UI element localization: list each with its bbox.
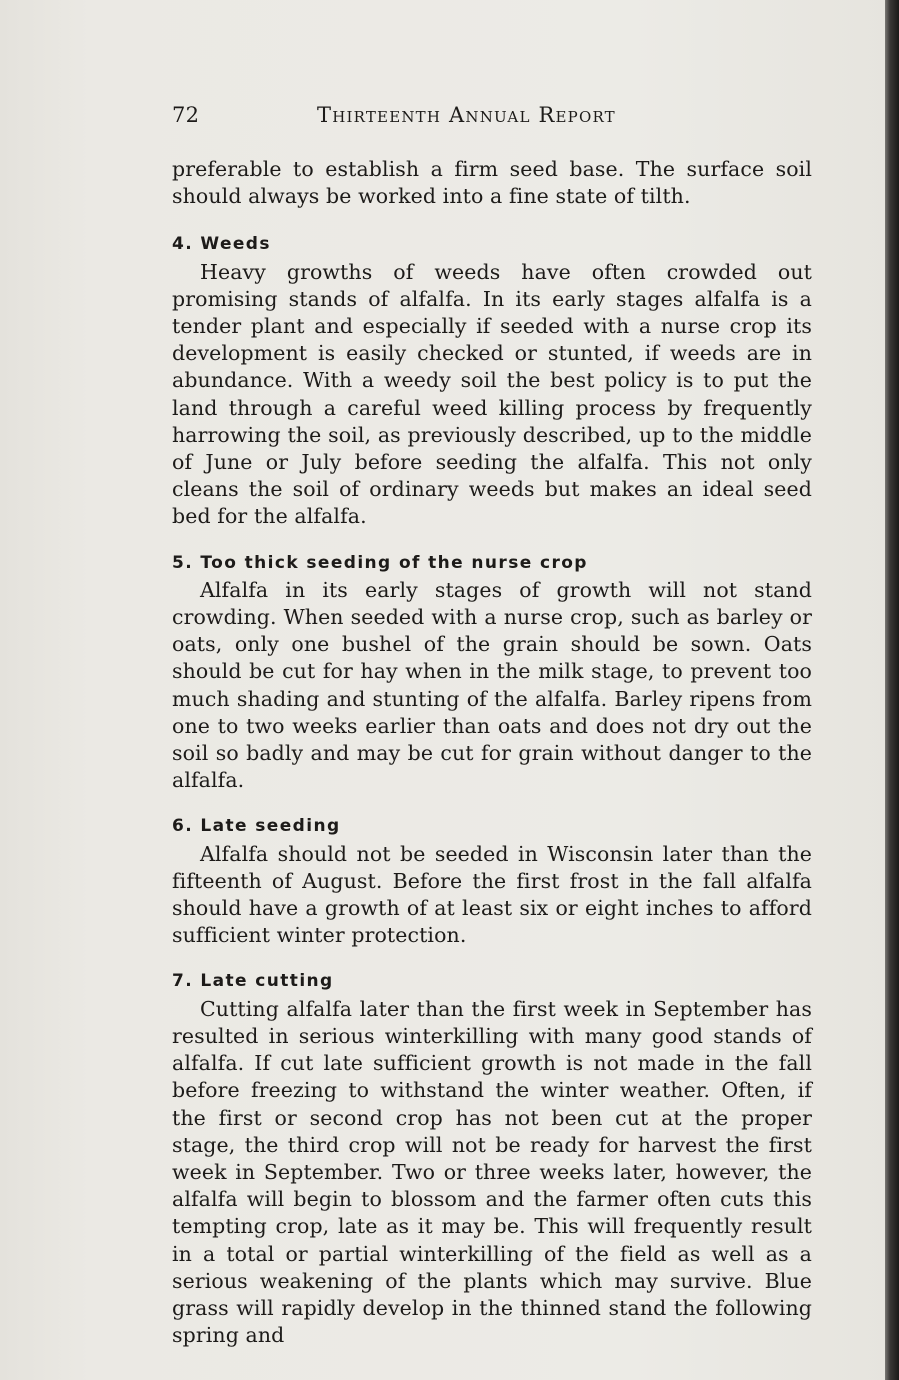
page-binding-edge: [885, 0, 899, 1380]
section-paragraph-weeds: Heavy growths of weeds have often crowded out promising stands of alfalfa. In its early stages alfalfa is a tender plant and especially if seeded with a nurse crop its development is easily checked or stunted, if weeds are in abundance. With a weedy soil the best policy is to put the land through a careful weed killing process by frequently harrowing the soil, as previously described, up to the middle of June or July before seeding the alfalfa. This not only cleans the soil of ordinary weeds but makes an ideal seed bed for the alfalfa.: [172, 259, 812, 529]
page-body: [172, 156, 812, 1349]
section-paragraph-late-seeding: Alfalfa should not be seeded in Wisconsin later than the fifteenth of August. Before the first frost in the fall alfalfa should have a growth of at least six or eight inches to afford sufficient winter protection.: [172, 841, 812, 948]
section-heading-thick-seeding: 5. Too thick seeding of the nurse crop: [172, 552, 588, 573]
section-heading-late-cutting: 7. Late cutting: [172, 971, 334, 992]
section-heading-late-seeding: 6. Late seeding: [172, 816, 341, 837]
section-paragraph-late-cutting: Cutting alfalfa later than the first week in September has resulted in serious winterkilling with many good stands of alfalfa. If cut late sufficient growth is not made in the fall before freezing to withstand the winter weather. Often, if the first or second crop has not been cut at the proper stage, the third crop will not be ready for harvest the first week in September. Two or three weeks later, however, the alfalfa will begin to blossom and the farmer often cuts this tempting crop, late as it may be. This will frequently result in a total or partial winterkilling of the field as well as a serious weakening of the plants which may survive. Blue grass will rapidly develop in the thinned stand the following spring and: [172, 996, 812, 1348]
intro-paragraph: preferable to establish a firm seed base. The surface soil should always be worked into a fine state of tilth.: [172, 157, 812, 209]
section-heading-weeds: 4. Weeds: [172, 234, 271, 255]
page-header: [172, 103, 812, 133]
running-title: Thirteenth Annual Report: [317, 103, 616, 127]
section-paragraph-thick-seeding: Alfalfa in its early stages of growth will not stand crowding. When seeded with a nurse crop, such as barley or oats, only one bushel of the grain should be sown. Oats should be cut for hay when in the milk stage, to prevent too much shading and stunting of the alfalfa. Barley ripens from one to two weeks earlier than oats and does not dry out the soil so badly and may be cut for grain without danger to the alfalfa.: [172, 577, 812, 793]
page-number: 72: [172, 103, 200, 127]
